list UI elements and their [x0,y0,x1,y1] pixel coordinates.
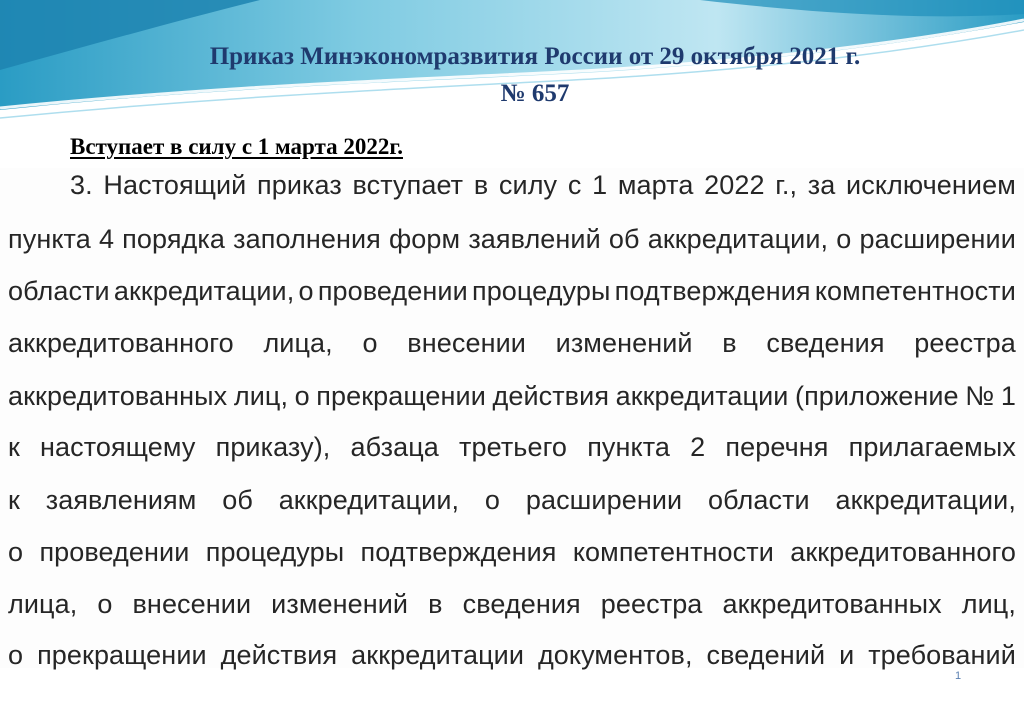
document-text-line: о прекращении действия аккредитации документов, сведений и требований [8,640,1016,670]
page-title [100,38,970,112]
document-text-line: о проведении процедуры подтверждения компетентности аккредитованного [8,537,1016,567]
title-line-2: № 657 [500,80,570,107]
document-text-line: к настоящему приказу), абзаца третьего пункта 2 перечня прилагаемых [8,432,1016,462]
scanned-document-excerpt [0,168,1024,668]
document-text-line: аккредитованного лица, о внесении изменений в сведения реестра [8,328,1016,358]
document-text-line: пункта 4 порядка заполнения форм заявлений об аккредитации, о расширении [8,224,1016,254]
document-text-line: аккредитованных лиц, о прекращении действия аккредитации (приложение № 1 [8,381,1016,411]
document-text-line: области аккредитации, о проведении процедуры подтверждения компетентности [8,276,1016,306]
page-number: 1 [955,670,962,682]
title-line-1: Приказ Минэкономразвития России от 29 октября 2021 г. [209,43,861,70]
document-text-line: к заявлениям об аккредитации, о расширении области аккредитации, [8,485,1016,515]
document-text-line: 3. Настоящий приказ вступает в силу с 1 марта 2022 г., за исключением [70,170,1016,200]
document-text-line: лица, о внесении изменений в сведения реестра аккредитованных лиц, [8,589,1016,619]
effective-date-heading: Вступает в силу с 1 марта 2022г. [70,134,403,159]
